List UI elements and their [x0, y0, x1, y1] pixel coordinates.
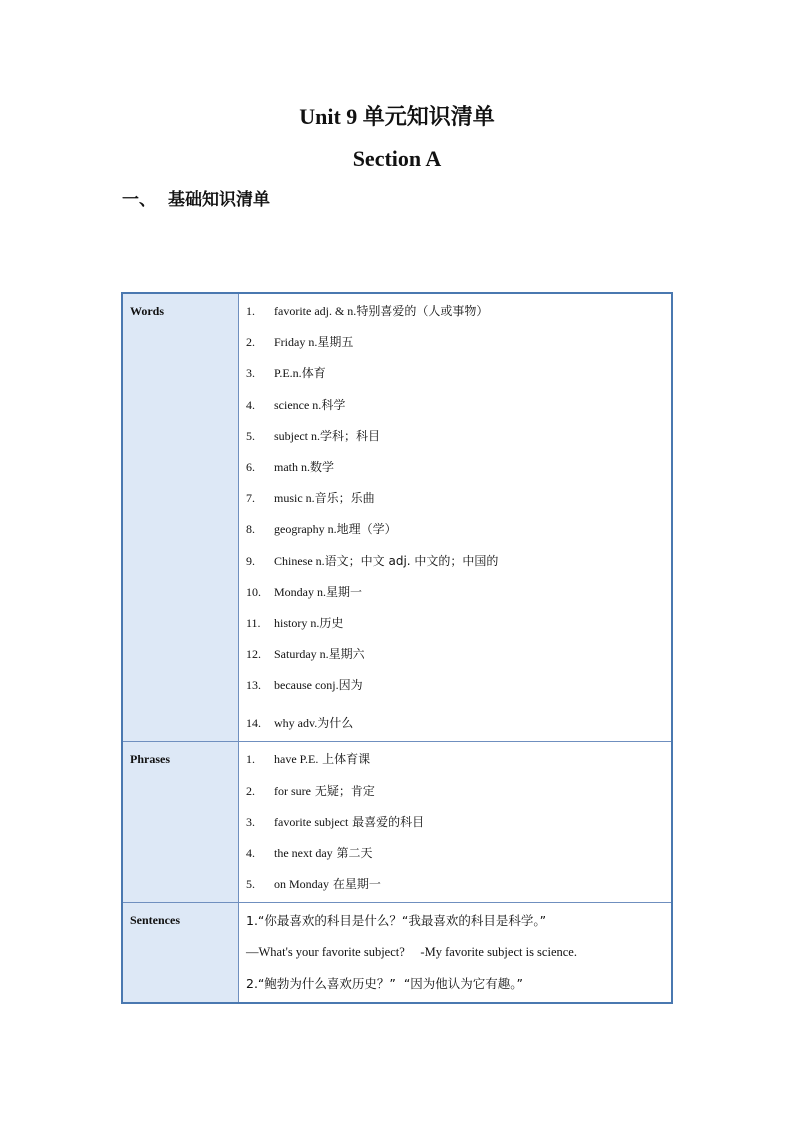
sentence-line: 1.“你最喜欢的科目是什么？“我最喜欢的科目是科学。” — [246, 913, 547, 929]
item-chinese: 为什么 — [317, 716, 354, 731]
item-number: 4. — [246, 397, 255, 412]
item-chinese: 历史 — [319, 615, 344, 630]
page-subtitle: Section A — [352, 146, 442, 171]
item-english: Saturday n. — [274, 647, 329, 662]
item-number: 9. — [246, 553, 255, 568]
item-english: P.E.n. — [274, 366, 302, 381]
item-english: Chinese n. — [274, 553, 325, 568]
item-chinese: 最喜爱的科目 — [352, 814, 425, 829]
list-item — [246, 483, 671, 514]
item-english: why adv. — [274, 716, 318, 731]
item-number: 10. — [246, 584, 261, 599]
list-item — [246, 776, 671, 807]
list-item — [246, 838, 671, 869]
phrases-content — [239, 742, 673, 903]
list-item — [246, 452, 671, 483]
list-item — [246, 577, 671, 608]
words-list — [239, 294, 671, 741]
list-item — [246, 807, 671, 838]
item-number: 11. — [246, 615, 261, 630]
item-english: science n. — [274, 397, 322, 412]
sentences-content — [239, 903, 673, 1003]
list-item — [246, 514, 671, 545]
page-title: Unit 9 单元知识清单 — [299, 104, 495, 129]
item-chinese: 数学 — [310, 459, 335, 474]
list-item — [246, 358, 671, 389]
item-chinese: 星期五 — [317, 335, 354, 350]
item-english: history n. — [274, 615, 320, 630]
item-chinese: 第二天 — [336, 846, 373, 860]
section-heading — [122, 186, 270, 214]
item-number: 6. — [246, 459, 255, 474]
list-item — [246, 639, 671, 670]
list-item — [246, 390, 671, 421]
item-english: the next day — [274, 846, 333, 860]
list-item — [246, 670, 671, 701]
item-number: 1. — [246, 304, 255, 318]
item-number: 5. — [246, 877, 255, 892]
item-english: music n. — [274, 491, 315, 506]
item-number: 7. — [246, 491, 255, 506]
list-item — [246, 421, 671, 452]
item-number: 1. — [246, 752, 255, 767]
item-number: 13. — [246, 678, 261, 693]
item-english: on Monday — [274, 877, 329, 892]
item-number: 3. — [246, 814, 255, 829]
item-number: 3. — [246, 366, 255, 381]
item-number: 12. — [246, 647, 261, 662]
section-number: 一、 — [122, 190, 156, 210]
sentence-line: 2.“鲍勃为什么喜欢历史？” “因为他认为它有趣。” — [246, 976, 524, 992]
item-english: favorite adj. & n. — [274, 304, 357, 318]
item-chinese: 上体育课 — [322, 752, 371, 767]
item-chinese: 地理（学） — [336, 522, 397, 537]
item-chinese: 语文；中文 adj. 中文的；中国的 — [324, 553, 499, 568]
item-english: for sure — [274, 783, 311, 798]
sentences-row — [122, 903, 672, 1003]
phrases-label: Phrases — [122, 742, 239, 903]
words-label: Words — [122, 293, 239, 742]
phrases-row — [122, 742, 672, 903]
item-chinese: 科学 — [321, 397, 346, 412]
item-number: 4. — [246, 846, 255, 860]
words-row — [122, 293, 672, 742]
sentence-line: —What's your favorite subject? -My favorite subject is science. — [246, 944, 577, 959]
item-chinese: 体育 — [301, 366, 326, 381]
list-item — [246, 546, 671, 577]
item-number: 2. — [246, 783, 255, 798]
item-chinese: 因为 — [338, 678, 363, 693]
item-english: Friday n. — [274, 335, 318, 350]
item-english: math n. — [274, 459, 310, 474]
item-english: because conj. — [274, 678, 339, 693]
item-number: 5. — [246, 428, 255, 443]
item-chinese: 星期六 — [328, 647, 365, 662]
item-chinese: 星期一 — [326, 584, 363, 599]
item-english: have P.E. — [274, 752, 319, 767]
item-number: 2. — [246, 335, 255, 350]
item-chinese: 音乐；乐曲 — [314, 491, 375, 506]
item-number: 14. — [246, 716, 261, 731]
list-item — [246, 296, 671, 327]
phrases-list — [239, 742, 671, 902]
item-english: Monday n. — [274, 584, 326, 599]
list-item — [246, 608, 671, 639]
list-item — [246, 701, 671, 739]
item-chinese: 学科；科目 — [320, 428, 381, 443]
list-item — [246, 869, 671, 900]
item-english: subject n. — [274, 428, 320, 443]
sentences-label: Sentences — [122, 903, 239, 1003]
item-chinese: 在星期一 — [332, 877, 381, 892]
item-chinese: 无疑；肯定 — [314, 783, 375, 798]
item-english: geography n. — [274, 522, 337, 537]
knowledge-table — [121, 292, 673, 1004]
section-label: 基础知识清单 — [168, 190, 270, 210]
words-content — [239, 293, 673, 742]
item-number: 8. — [246, 522, 255, 537]
item-chinese: 特别喜爱的（人或事物） — [356, 304, 489, 318]
list-item — [246, 327, 671, 358]
item-english: favorite subject — [274, 814, 349, 829]
list-item — [246, 744, 671, 775]
sentences-list — [239, 903, 671, 1002]
